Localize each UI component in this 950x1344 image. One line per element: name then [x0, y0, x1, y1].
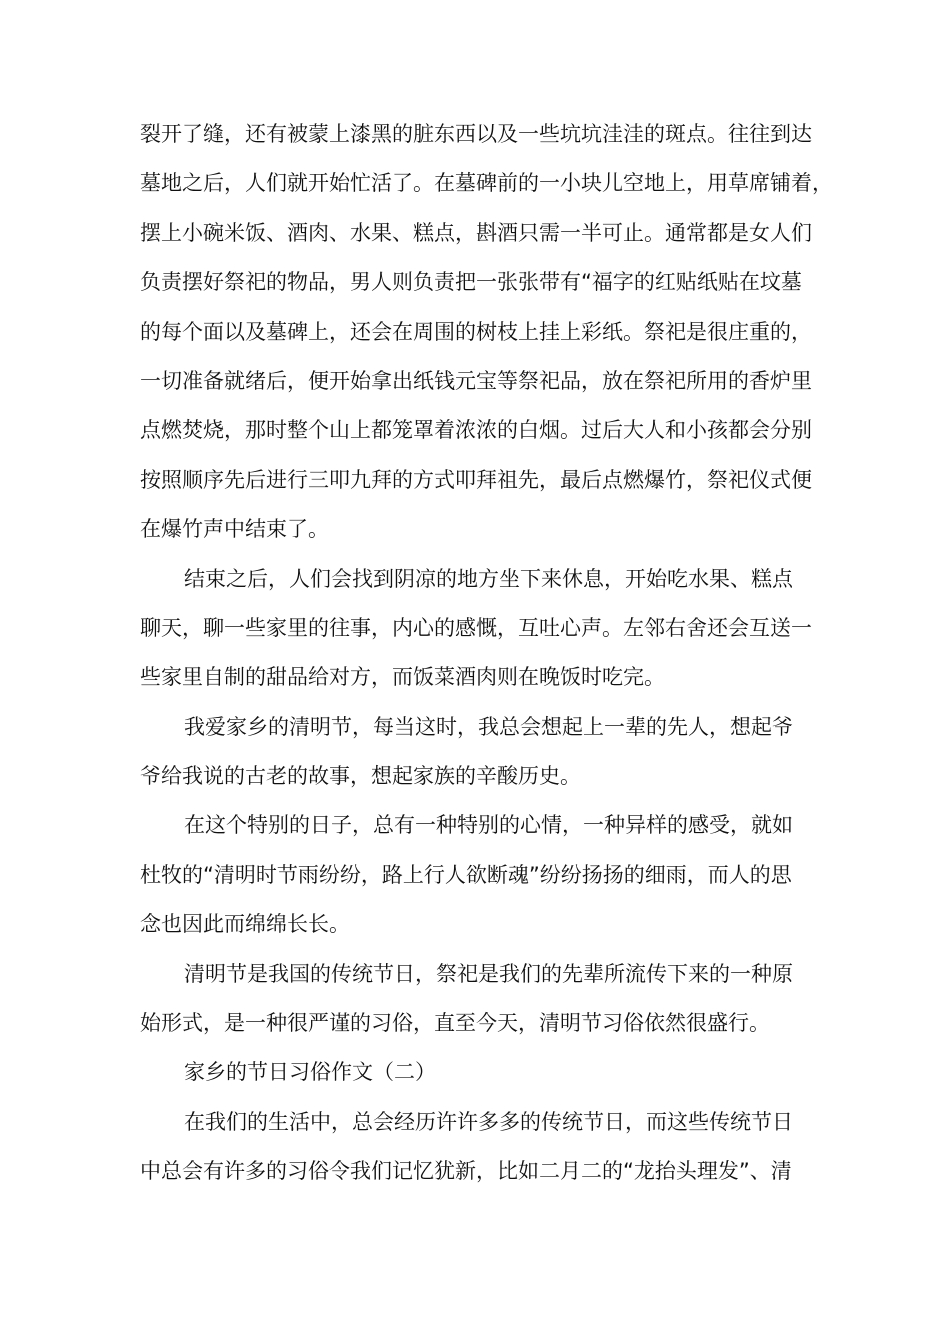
text-line: 始形式，是一种很严谨的习俗，直至今天，清明节习俗依然很盛行。 — [140, 1011, 770, 1036]
text-line: 中总会有许多的习俗令我们记忆犹新，比如二月二的“龙抬头理发”、清 — [140, 1159, 792, 1184]
paragraph-start-line: 我爱家乡的清明节，每当这时，我总会想起上一辈的先人，想起爷 — [184, 714, 793, 739]
section-heading: 家乡的节日习俗作文（二） — [184, 1060, 436, 1085]
text-line: 点燃焚烧，那时整个山上都笼罩着浓浓的白烟。过后大人和小孩都会分别 — [140, 418, 812, 443]
paragraph-start-line: 清明节是我国的传统节日，祭祀是我们的先辈所流传下来的一种原 — [184, 961, 793, 986]
text-line: 负责摆好祭祀的物品，男人则负责把一张张带有“福字的红贴纸贴在坟墓 — [140, 270, 802, 295]
text-line: 的每个面以及墓碑上，还会在周围的树枝上挂上彩纸。祭祀是很庄重的， — [140, 319, 812, 344]
document-body — [140, 110, 833, 1197]
text-line: 墓地之后，人们就开始忙活了。在墓碑前的一小块儿空地上，用草席铺着， — [140, 171, 833, 196]
paragraph-start-line: 在我们的生活中，总会经历许许多多的传统节日，而这些传统节日 — [184, 1109, 793, 1134]
text-line: 裂开了缝，还有被蒙上漆黑的脏东西以及一些坑坑洼洼的斑点。往往到达 — [140, 122, 812, 146]
paragraph-start-line: 结束之后，人们会找到阴凉的地方坐下来休息，开始吃水果、糕点 — [184, 566, 793, 591]
text-line: 爷给我说的古老的故事，想起家族的辛酸历史。 — [140, 764, 581, 789]
text-line: 些家里自制的甜品给对方，而饭菜酒肉则在晚饭时吃完。 — [140, 665, 665, 690]
text-line: 一切准备就绪后，便开始拿出纸钱元宝等祭祀品，放在祭祀所用的香炉里 — [140, 368, 812, 393]
text-line: 杜牧的“清明时节雨纷纷，路上行人欲断魂”纷纷扬扬的细雨，而人的思 — [140, 862, 792, 887]
text-line: 念也因此而绵绵长长。 — [140, 912, 350, 937]
text-line: 在爆竹声中结束了。 — [140, 517, 329, 542]
text-line: 摆上小碗米饭、酒肉、水果、糕点，斟酒只需一半可止。通常都是女人们 — [140, 220, 812, 245]
text-line: 按照顺序先后进行三叩九拜的方式叩拜祖先，最后点燃爆竹，祭祀仪式便 — [140, 467, 812, 492]
text-line: 聊天，聊一些家里的往事，内心的感慨，互吐心声。左邻右舍还会互送一 — [140, 615, 812, 640]
paragraph-start-line: 在这个特别的日子，总有一种特别的心情，一种异样的感受，就如 — [184, 813, 793, 838]
